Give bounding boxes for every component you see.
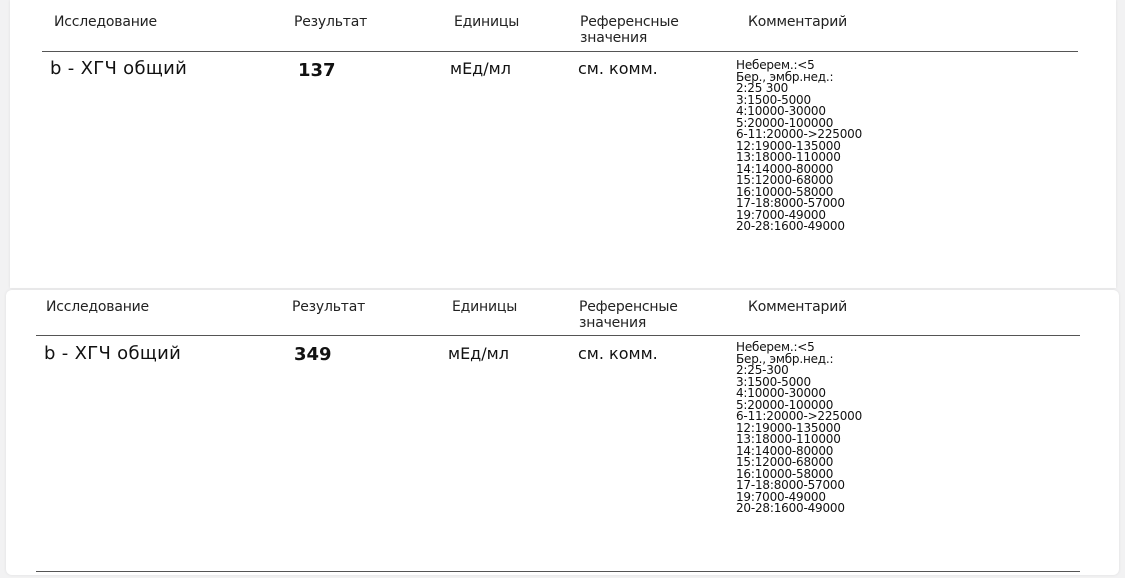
units-value: мЕд/мл bbox=[448, 344, 509, 363]
comment-line: 15:12000-68000 bbox=[736, 173, 834, 187]
header-result: Результат bbox=[294, 14, 368, 30]
comment-line: 6-11:20000->225000 bbox=[736, 127, 863, 141]
lab-result-panel-1 bbox=[10, 0, 1116, 288]
header-reference-line2: значения bbox=[580, 30, 648, 46]
header-study: Исследование bbox=[46, 299, 149, 315]
header-divider bbox=[42, 51, 1078, 52]
comment-line: Бер., эмбр.нед.: bbox=[736, 69, 834, 84]
result-value: 349 bbox=[294, 344, 332, 365]
test-name: b - ХГЧ общий bbox=[44, 343, 182, 364]
comment-line: 16:10000-58000 bbox=[736, 184, 834, 199]
table-bottom-divider bbox=[36, 571, 1080, 572]
comment-block bbox=[736, 60, 862, 233]
comment-line: 16:10000-58000 bbox=[736, 466, 834, 481]
comment-line: 19:7000-49000 bbox=[736, 207, 826, 222]
comment-line: Бер., эмбр.нед.: bbox=[736, 351, 834, 366]
result-value: 137 bbox=[298, 60, 336, 81]
header-comment: Комментарий bbox=[748, 299, 848, 315]
comment-line: 12:19000-135000 bbox=[736, 420, 841, 435]
comment-block bbox=[736, 342, 862, 515]
comment-line: 17-18:8000-57000 bbox=[736, 478, 845, 492]
comment-line: 20-28:1600-49000 bbox=[736, 219, 845, 233]
comment-line: 13:18000-110000 bbox=[736, 432, 841, 446]
comment-line: 2:25 300 bbox=[736, 81, 789, 95]
header-study: Исследование bbox=[54, 14, 157, 30]
comment-line: Неберем.:<5 bbox=[736, 58, 815, 72]
test-name: b - ХГЧ общий bbox=[50, 58, 188, 79]
comment-line: 5:20000-100000 bbox=[736, 115, 834, 130]
comment-line: 6-11:20000->225000 bbox=[736, 409, 863, 423]
reference-value: см. комм. bbox=[578, 59, 658, 78]
header-divider bbox=[36, 335, 1080, 336]
header-reference-line1: Референсные bbox=[580, 14, 679, 30]
reference-value: см. комм. bbox=[578, 344, 658, 363]
header-reference bbox=[579, 299, 709, 331]
header-result: Результат bbox=[292, 299, 366, 315]
header-reference bbox=[580, 14, 710, 46]
header-reference-line2: значения bbox=[579, 315, 647, 331]
comment-line: 12:19000-135000 bbox=[736, 138, 841, 153]
header-units: Единицы bbox=[454, 14, 520, 30]
comment-line: Неберем.:<5 bbox=[736, 340, 815, 354]
header-comment: Комментарий bbox=[748, 14, 848, 30]
units-value: мЕд/мл bbox=[450, 59, 511, 78]
comment-line: 20-28:1600-49000 bbox=[736, 501, 845, 515]
comment-line: 17-18:8000-57000 bbox=[736, 196, 845, 210]
comment-line: 14:14000-80000 bbox=[736, 443, 834, 458]
comment-line: 4:10000-30000 bbox=[736, 104, 826, 118]
comment-line: 14:14000-80000 bbox=[736, 161, 834, 176]
comment-line: 13:18000-110000 bbox=[736, 150, 841, 164]
comment-line: 15:12000-68000 bbox=[736, 455, 834, 469]
header-reference-line1: Референсные bbox=[579, 299, 678, 315]
comment-line: 5:20000-100000 bbox=[736, 397, 834, 412]
comment-line: 19:7000-49000 bbox=[736, 489, 826, 504]
comment-line: 2:25-300 bbox=[736, 363, 789, 377]
comment-line: 3:1500-5000 bbox=[736, 92, 811, 107]
comment-line: 3:1500-5000 bbox=[736, 374, 811, 389]
header-units: Единицы bbox=[452, 299, 518, 315]
lab-result-panel-2 bbox=[6, 290, 1119, 575]
comment-line: 4:10000-30000 bbox=[736, 386, 826, 400]
